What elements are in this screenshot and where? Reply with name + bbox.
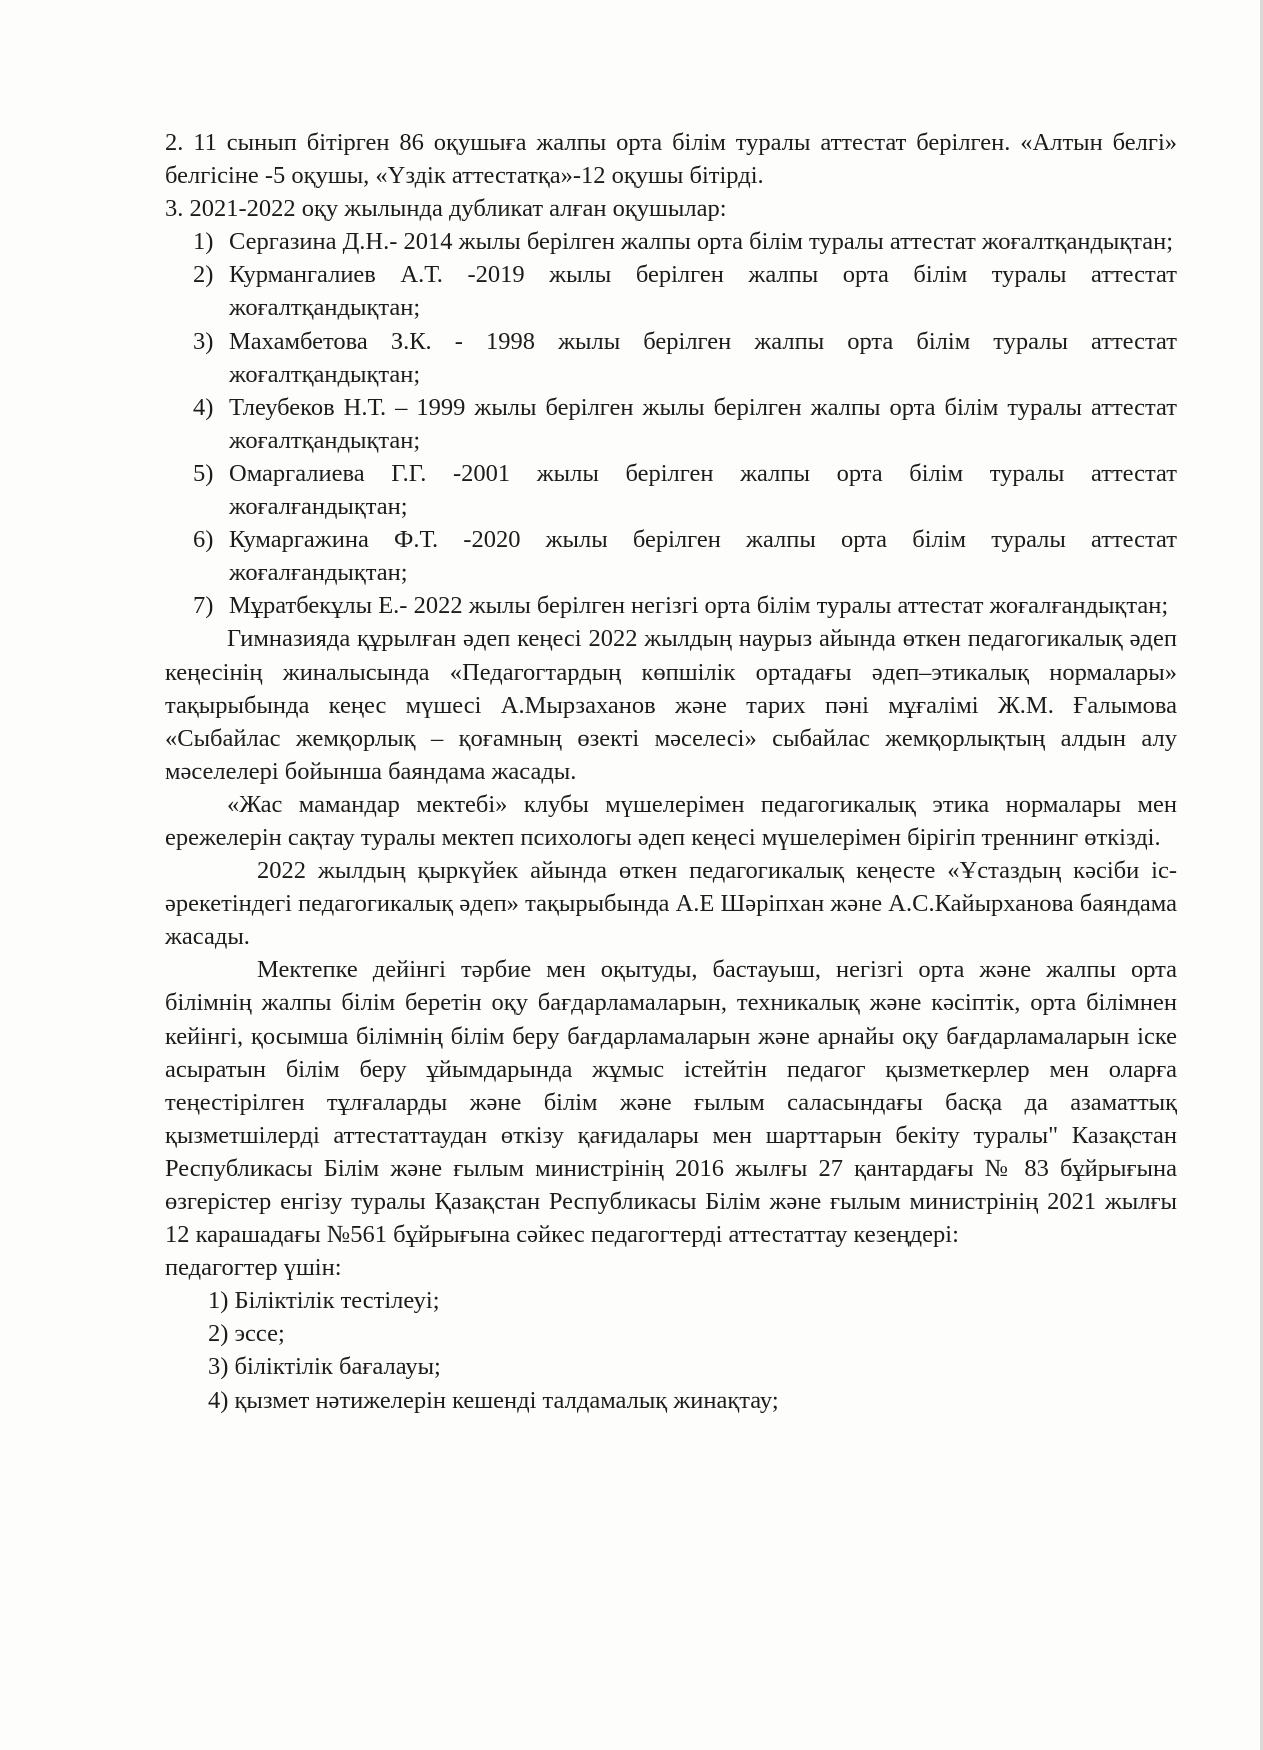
- paragraph-september-council: 2022 жылдың қыркүйек айында өткен педагогикалық кеңесте «Ұстаздың кәсіби іс- әрекетіндегі педагогикалық әдеп» тақырыбында А.Е Шәріпхан және А.С.Кайырханова баяндама жасады.: [165, 857, 1177, 951]
- list-item: 1) Біліктілік тестілеуі;: [208, 1287, 440, 1315]
- list-item-text: Курмангалиев А.Т. -2019 жылы берілген жалпы орта білім туралы аттестат жоғалтқандықтан;: [229, 261, 1177, 322]
- list-item-number: 4): [193, 393, 214, 421]
- list-item-text: Кумаргажина Ф.Т. -2020 жылы берілген жалпы орта білім туралы аттестат жоғалғандықтан;: [229, 526, 1177, 587]
- paragraph-duplicates-intro: 3. 2021-2022 оқу жылында дубликат алған оқушылар:: [165, 195, 727, 223]
- list-item-number: 3): [193, 327, 214, 355]
- list-item: 3) біліктілік бағалауы;: [208, 1353, 441, 1381]
- list-item: [165, 325, 1177, 391]
- list-item-text: Тлеубеков Н.Т. – 1999 жылы берілген жылы берілген жалпы орта білім туралы аттестат жоғалтқандықтан;: [229, 393, 1177, 454]
- document-body: [165, 126, 1177, 1417]
- list-item: 4) қызмет нәтижелерін кешенді талдамалық жинақтау;: [208, 1386, 779, 1414]
- paragraph-ethics-council: Гимназияда құрылған әдеп кеңесі 2022 жылдың наурыз айында өткен педагогикалық әдеп кеңесінің жиналысында «Педагогтардың көпшілік ортадағы әдеп–этикалық нормалары» тақырыбында кеңес мүшесі А.Мырзаханов және тарих пәні мұғалімі Ж.М. Ғалымова «Сыбайлас жемқорлық – қоғамның өзекті мәселесі» сыбайлас жемқорлықтың алдын алу мәселелері бойынша баяндама жасады.: [165, 625, 1177, 785]
- list-item-text: Махамбетова З.К. - 1998 жылы берілген жалпы орта білім туралы аттестат жоғалтқандықтан;: [229, 327, 1177, 388]
- list-item-number: 6): [193, 526, 214, 554]
- list-item-number: 7): [193, 592, 214, 620]
- list-item-text: Омаргалиева Г.Г. -2001 жылы берілген жалпы орта білім туралы аттестат жоғалғандықтан;: [229, 459, 1177, 521]
- list-item: [165, 225, 1177, 258]
- list-item: [165, 391, 1177, 457]
- list-item: [165, 457, 1177, 523]
- list-item: [165, 258, 1177, 324]
- list-item-number: 5): [193, 459, 214, 487]
- list-item-text: Сергазина Д.Н.- 2014 жылы берілген жалпы орта білім туралы аттестат жоғалтқандықтан;: [229, 228, 1174, 256]
- attestation-stages-list: [165, 1284, 1177, 1416]
- duplicates-list: [165, 225, 1177, 622]
- paragraph-for-teachers: педагогтер үшін:: [165, 1254, 342, 1282]
- paragraph-attestation-rules: Мектепке дейінгі тәрбие мен оқытуды, бастауыш, негізгі орта және жалпы орта білімнің жалпы білім беретін оқу бағдарламаларын, техникалық және кәсіптік, орта білімнен кейінгі, қосымша білімнің білім беру бағдарламаларын және арнайы оқу бағдарламаларын іске асыратын білім беру ұйымдарында жұмыс істейтін педагог қызметкерлер мен оларға теңестірілген тұлғаларды және білім және ғылым саласындағы басқа да азаматтық қызметшілерді аттестаттаудан өткізу қағидалары мен шарттарын бекіту туралы" Казақстан Республикасы Білім және ғылым министрінің 2016 жылғы 27 қантардағы № 83 бұйрығына өзгерістер енгізу туралы Қазақстан Республикасы Білім және ғылым министрінің 2021 жылғы 12 карашадағы №561 бұйрығына сәйкес педагогтерді аттестаттау кезеңдері:: [165, 956, 1177, 1249]
- list-item-text: Мұратбекұлы Е.- 2022 жылы берілген негізгі орта білім туралы аттестат жоғалғандықтан;: [229, 592, 1169, 620]
- list-item: [165, 589, 1177, 622]
- list-item: 2) эссе;: [208, 1320, 285, 1348]
- list-item: [165, 523, 1177, 589]
- paragraph-young-specialists: «Жас мамандар мектебі» клубы мүшелерімен педагогикалық этика нормалары мен ережелерін сақтау туралы мектеп психологы әдеп кеңесі мүшелерімен бірігіп треннинг өткізді.: [165, 790, 1177, 851]
- paragraph-graduates: 2. 11 сынып бітірген 86 оқушыға жалпы орта білім туралы аттестат берілген. «Алтын белгі» белгісіне -5 оқушы, «Үздік аттестатқа»-12 оқушы бітірді.: [165, 129, 1177, 190]
- list-item-number: 2): [193, 261, 214, 289]
- list-item-number: 1): [193, 228, 214, 256]
